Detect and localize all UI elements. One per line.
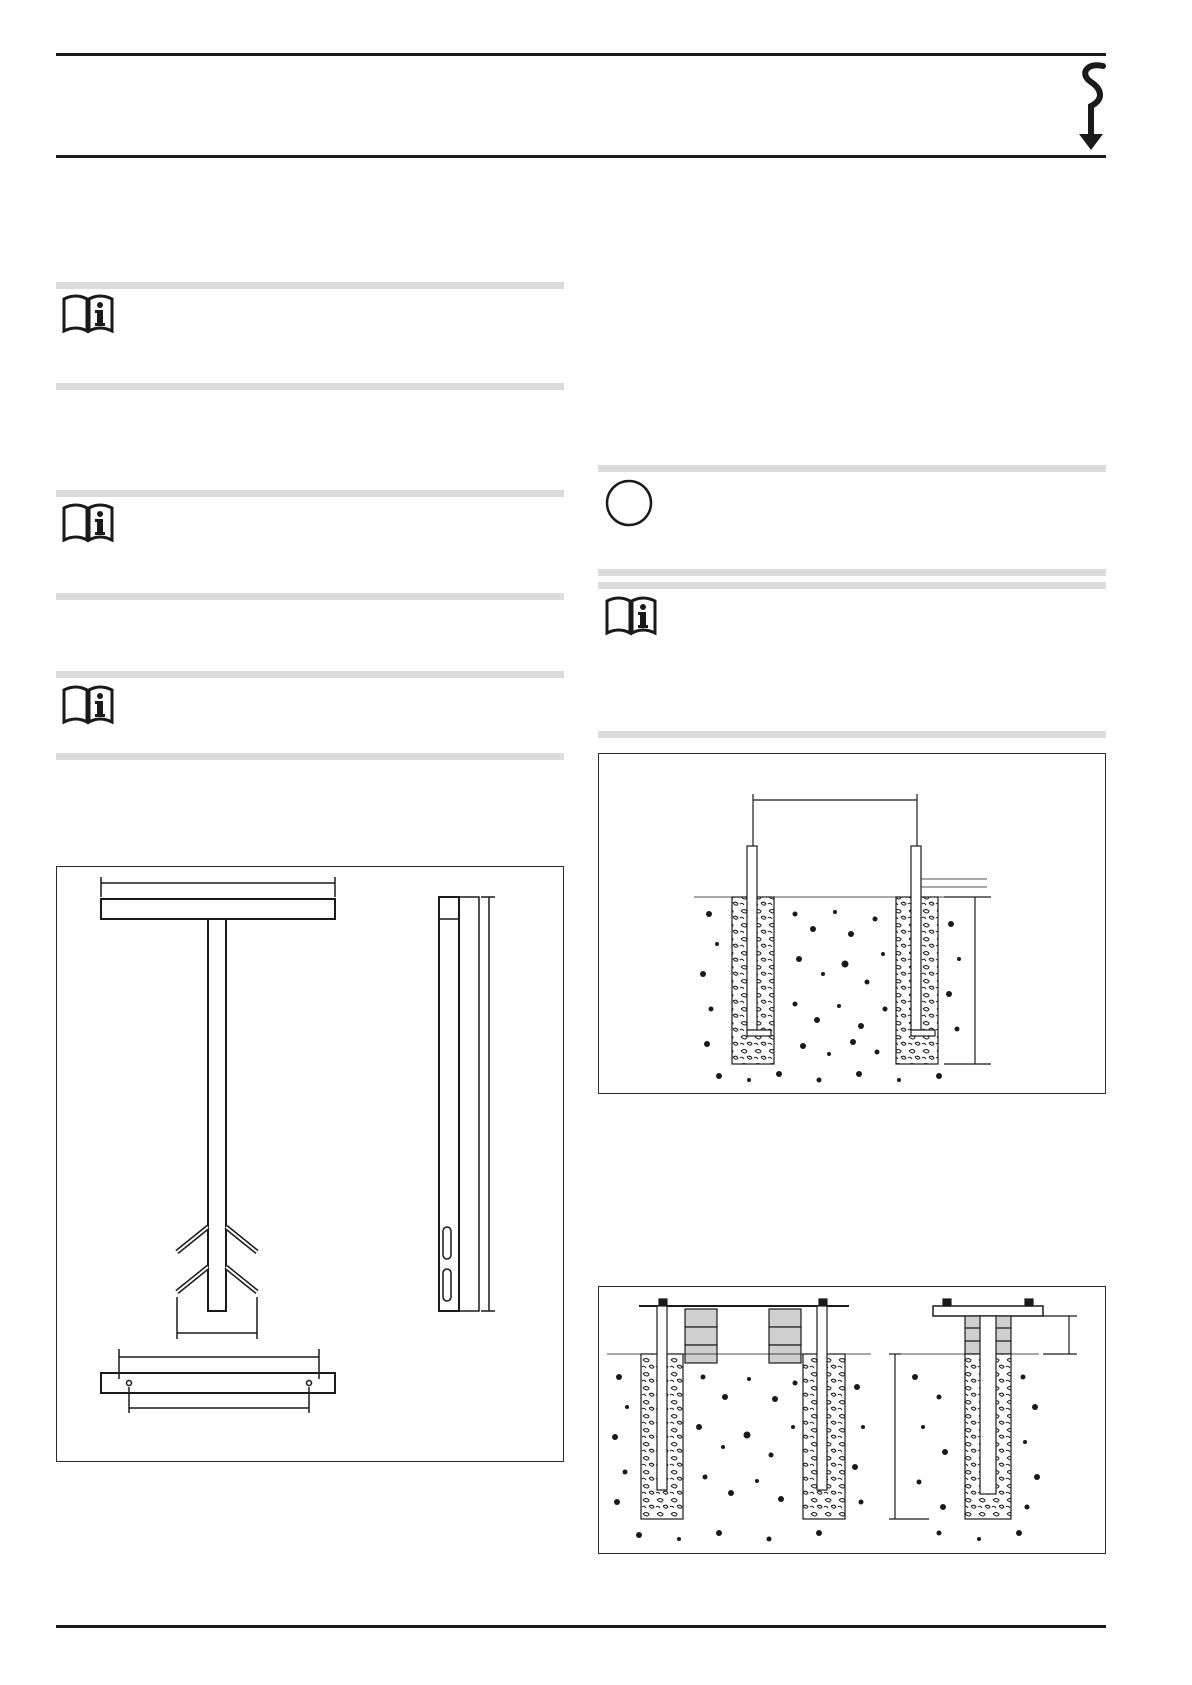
note-4-bottom-bar xyxy=(598,569,1106,576)
foundation-frame-figure xyxy=(56,866,564,1462)
shim-installation-figure xyxy=(598,1286,1106,1554)
manual-info-icon xyxy=(60,682,116,726)
manual-info-icon xyxy=(60,500,116,544)
note-5-top-bar xyxy=(598,582,1106,589)
note-4-top-bar xyxy=(598,465,1106,472)
note-1-top-bar xyxy=(56,282,564,289)
manual-info-icon xyxy=(60,291,116,335)
note-2-bottom-bar xyxy=(56,593,564,600)
note-5-bottom-bar xyxy=(598,731,1106,738)
footer-rule xyxy=(56,1625,1106,1628)
note-3-top-bar xyxy=(56,671,564,678)
note-2-top-bar xyxy=(56,490,564,497)
header-bottom-rule xyxy=(56,155,1106,158)
post-foundation-figure xyxy=(598,753,1106,1094)
warning-circle-icon xyxy=(604,478,654,528)
note-1-bottom-bar xyxy=(56,383,564,390)
note-3-bottom-bar xyxy=(56,753,564,760)
header-top-rule xyxy=(56,53,1106,56)
manual-info-icon xyxy=(603,593,659,637)
brand-logo xyxy=(1073,60,1113,154)
